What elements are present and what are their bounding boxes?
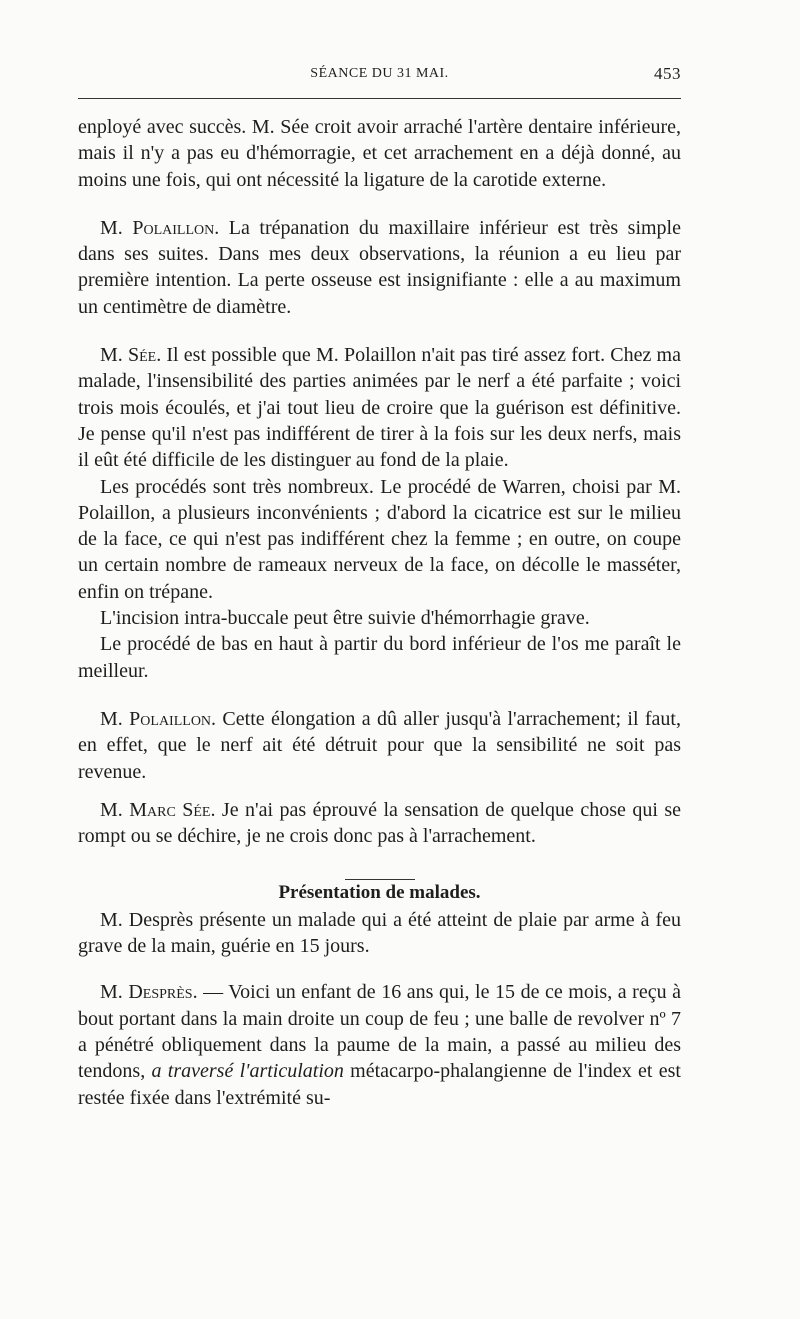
- paragraph-despres-presentation: M. Desprès présente un malade qui a été atteint de plaie par arme à feu grave de la main, guérie en 15 jours.: [78, 908, 681, 958]
- section-title: Présentation de malades.: [278, 882, 481, 904]
- running-header: [78, 62, 681, 88]
- body-text: [78, 114, 681, 1111]
- paragraph-see-1: [78, 342, 681, 473]
- speaker-name: M. Marc Sée.: [100, 798, 216, 821]
- speaker-name: M. Polaillon.: [100, 216, 220, 239]
- speaker-name: M. Polaillon.: [100, 707, 217, 730]
- paragraph-continuation: enployé avec succès. M. Sée croit avoir arraché l'artère dentaire inférieure, mais il n'y a pas eu d'hémorragie, et cet arrachement en a déjà donné, au moins une fois, qui ont nécessité la ligature de la carotide externe.: [78, 116, 681, 191]
- paragraph-text: — Voici un enfant de 16 ans qui, le 15 de ce mois, a reçu à bout portant dans la main droite un coup de feu ; une balle de revolver nº 7 a pénétré obliquement dans la paume de la main, a passé au milieu des tendons,: [78, 981, 682, 1083]
- paragraph-text: Cette élongation a dû aller jusqu'à l'arrachement; il faut, en effet, que le nerf ait été détruit pour que la sensibilité ne soit pas revenue.: [78, 707, 681, 783]
- paragraph-text: La trépanation du maxillaire inférieur est très simple dans ses suites. Dans mes deux observations, la réunion a eu lieu par première intention. La perte osseuse est insignifiante : elle a au maximum un centimètre de diamètre.: [78, 216, 681, 318]
- paragraph-procede-bas: Le procédé de bas en haut à partir du bord inférieur de l'os me paraît le meilleur.: [78, 633, 681, 682]
- paragraph-marc-see: [78, 797, 681, 850]
- paragraph-polaillon-1: [78, 215, 681, 320]
- paragraph-text: Il est possible que M. Polaillon n'ait pas tiré assez fort. Chez ma malade, l'insensibilité des parties animées par le nerf a été parfaite ; voici trois mois écoulés, et j'ai tout lieu de croire que la guérison est définitive. Je pense qu'il n'est pas indifférent de tirer à la fois sur les deux nerfs, mais il eût été difficile de les distinguer au fond de la plaie.: [78, 344, 681, 472]
- paragraph-incision: L'incision intra-buccale peut être suivie d'hémorrhagie grave.: [100, 607, 590, 630]
- paragraph-procedes: Les procédés sont très nombreux. Le procédé de Warren, choisi par M. Polaillon, a plusieurs inconvénients ; d'abord la cicatrice est sur le milieu de la face, ce qui n'est pas indifférent chez la femme ; en outre, on coupe un certain nombre de rameaux nerveux de la face, on décolle le masséter, enfin on trépane.: [78, 475, 681, 603]
- paragraph-text: métacarpo-phalangienne de l'index et est restée fixée dans l'extrémité su-: [78, 1060, 681, 1109]
- paragraph-despres-case: [78, 979, 681, 1110]
- running-title: SÉANCE DU 31 MAI.: [310, 66, 449, 81]
- paragraph-text: Je n'ai pas éprouvé la sensation de quelque chose qui se rompt ou se déchire, je ne crois donc pas à l'arrachement.: [78, 798, 681, 848]
- speaker-name: M. Desprès.: [100, 981, 198, 1004]
- italic-phrase: a traversé l'articulation: [151, 1060, 344, 1083]
- header-rule: [78, 98, 681, 99]
- speaker-name: M. Sée.: [100, 344, 162, 367]
- page-number: 453: [654, 64, 681, 83]
- paragraph-polaillon-2: [78, 706, 681, 785]
